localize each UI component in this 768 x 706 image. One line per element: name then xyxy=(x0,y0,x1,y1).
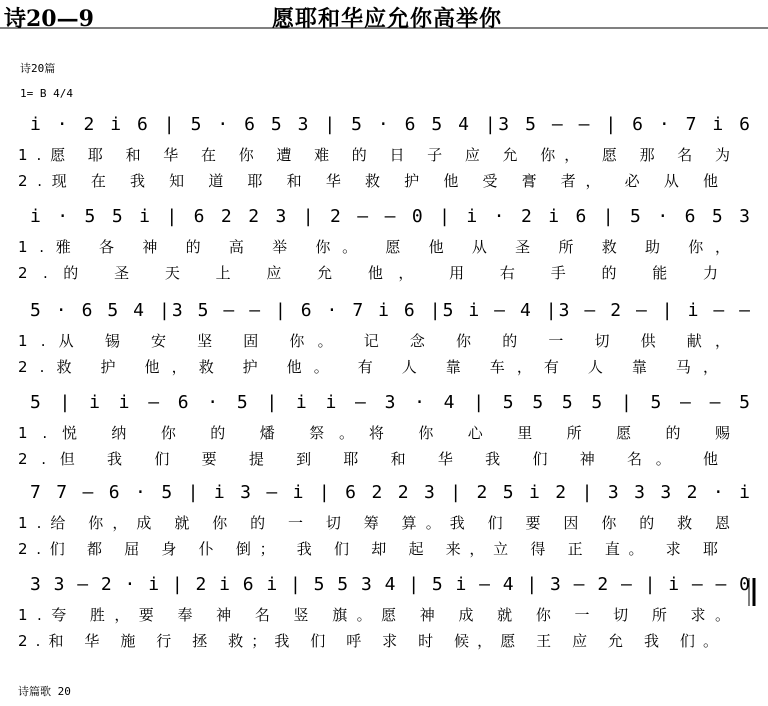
lyric-verse-1: 1.夸 胜，要 奉 神 名 竖 旗。愿 神 成 就 你 一 切 所 求。 xyxy=(18,606,730,624)
key-signature: 1= B 4/4 xyxy=(20,87,73,100)
lyric-verse-1: 1.从 锡 安 坚 固 你。 记 念 你 的 一 切 供 献， xyxy=(18,332,730,350)
lyric-verse-1: 1.愿 耶 和 华 在 你 遭 难 的 日 子 应 允 你， 愿 那 名 为 xyxy=(18,146,731,164)
notation-line: 5 · 6 5 4 |3 5 — — | 6 · 7 i 6 |5 i — 4 |3 — 2 — | i — — xyxy=(30,300,751,321)
score-system xyxy=(18,300,750,376)
lyric-verse-2: 2.但 我 们 要 提 到 耶 和 华 我 们 神 名。 他 xyxy=(18,450,718,468)
score-system xyxy=(18,206,750,282)
song-title: 愿耶和华应允你高举你 xyxy=(272,6,503,32)
notation-line: 7 7 — 6 · 5 | i 3 — i | 6 2 2 3 | 2 5 i 2 | 3 3 3 2 · i xyxy=(30,482,750,503)
footer-label: 诗篇歌 20 xyxy=(18,685,71,698)
lyric-verse-2: 2.救 护 他，救 护 他。 有 人 靠 车，有 人 靠 马， xyxy=(18,358,718,376)
score-system xyxy=(18,482,750,558)
lyric-verse-1: 1.悦 纳 你 的 燔 祭。将 你 心 里 所 愿 的 赐 xyxy=(18,424,730,442)
notation-line: 3 3 — 2 · i | 2 i 6 i | 5 5 3 4 | 5 i — 4 | 3 — 2 — | i — — 0 xyxy=(30,574,750,595)
lyric-verse-2: 2.现 在 我 知 道 耶 和 华 救 护 他 受 膏 者， 必 从 他 xyxy=(18,172,718,190)
lyric-verse-1: 1.雅 各 神 的 高 举 你。 愿 他 从 圣 所 救 助 你， xyxy=(18,238,730,256)
lyric-verse-1: 1.给 你，成 就 你 的 一 切 筹 算。我 们 要 因 你 的 救 恩 xyxy=(18,514,730,532)
notation-line: 5 | i i — 6 · 5 | i i — 3 · 4 | 5 5 5 5 | 5 — — 5 xyxy=(30,392,751,413)
score-system xyxy=(18,114,750,190)
lyric-verse-2: 2.和 华 施 行 拯 救；我 们 呼 求 时 候，愿 王 应 允 我 们。 xyxy=(18,632,719,650)
score-system xyxy=(18,574,750,650)
lyric-verse-2: 2.的 圣 天 上 应 允 他， 用 右 手 的 能 力 xyxy=(18,264,718,282)
psalm-number: 诗20—9 xyxy=(4,6,94,32)
source-label: 诗20篇 xyxy=(20,62,56,75)
notation-line: i · 2 i 6 | 5 · 6 5 3 | 5 · 6 5 4 |3 5 — — | 6 · 7 i 6 xyxy=(30,114,751,135)
notation-line: i · 5 5 i | 6 2 2 3 | 2 — — 0 | i · 2 i 6 | 5 · 6 5 3 xyxy=(30,206,750,227)
lyric-verse-2: 2.们 都 屈 身 仆 倒； 我 们 却 起 来，立 得 正 直。 求 耶 xyxy=(18,540,718,558)
score-system xyxy=(18,392,750,468)
